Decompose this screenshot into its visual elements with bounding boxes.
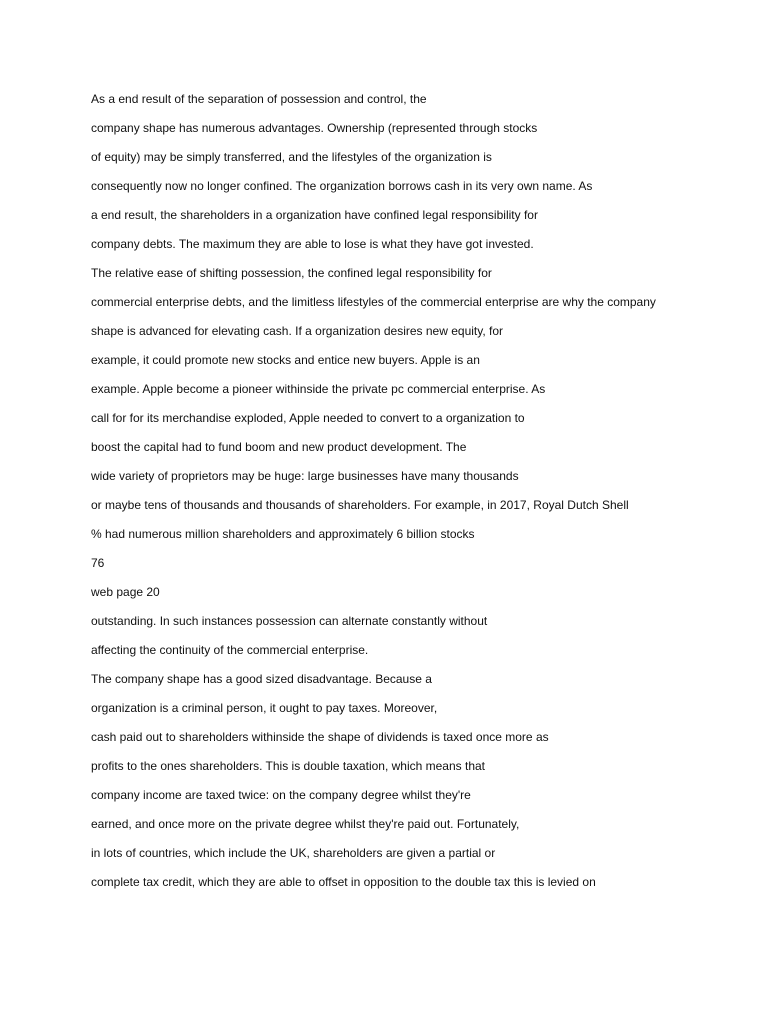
text-line: boost the capital had to fund boom and new product development. The	[91, 440, 467, 454]
text-line: organization is a criminal person, it ought to pay taxes. Moreover,	[91, 701, 438, 715]
text-line: affecting the continuity of the commercial enterprise.	[91, 643, 369, 657]
text-line: company debts. The maximum they are able to lose is what they have got invested.	[91, 237, 534, 251]
text-line: a end result, the shareholders in a organization have confined legal responsibility for	[91, 208, 538, 222]
text-line: consequently now no longer confined. The organization borrows cash in its very own name. As	[91, 179, 593, 193]
text-line: complete tax credit, which they are able to offset in opposition to the double tax this is levied on	[91, 875, 596, 889]
text-line: The company shape has a good sized disadvantage. Because a	[91, 672, 432, 686]
text-line: or maybe tens of thousands and thousands of shareholders. For example, in 2017, Royal Dutch Shell	[91, 498, 629, 512]
text-line: The relative ease of shifting possession, the confined legal responsibility for	[91, 266, 492, 280]
text-line: earned, and once more on the private degree whilst they're paid out. Fortunately,	[91, 817, 520, 831]
text-line: in lots of countries, which include the UK, shareholders are given a partial or	[91, 846, 496, 860]
text-line: profits to the ones shareholders. This is double taxation, which means that	[91, 759, 486, 773]
page-number-line: 76	[91, 556, 105, 570]
text-line: commercial enterprise debts, and the limitless lifestyles of the commercial enterprise are why the company	[91, 295, 656, 309]
page-label-line: web page 20	[91, 585, 160, 599]
text-line: As a end result of the separation of possession and control, the	[91, 92, 427, 106]
text-line: cash paid out to shareholders withinside the shape of dividends is taxed once more as	[91, 730, 549, 744]
text-line: company shape has numerous advantages. Ownership (represented through stocks	[91, 121, 538, 135]
text-line: example, it could promote new stocks and entice new buyers. Apple is an	[91, 353, 480, 367]
text-line: shape is advanced for elevating cash. If a organization desires new equity, for	[91, 324, 504, 338]
text-line: example. Apple become a pioneer withinside the private pc commercial enterprise. As	[91, 382, 546, 396]
text-line: call for for its merchandise exploded, Apple needed to convert to a organization to	[91, 411, 525, 425]
text-line: outstanding. In such instances possession can alternate constantly without	[91, 614, 488, 628]
text-line: wide variety of proprietors may be huge: large businesses have many thousands	[91, 469, 519, 483]
document-body	[91, 92, 661, 904]
text-line: company income are taxed twice: on the company degree whilst they're	[91, 788, 471, 802]
text-line: of equity) may be simply transferred, and the lifestyles of the organization is	[91, 150, 492, 164]
text-line: % had numerous million shareholders and approximately 6 billion stocks	[91, 527, 475, 541]
